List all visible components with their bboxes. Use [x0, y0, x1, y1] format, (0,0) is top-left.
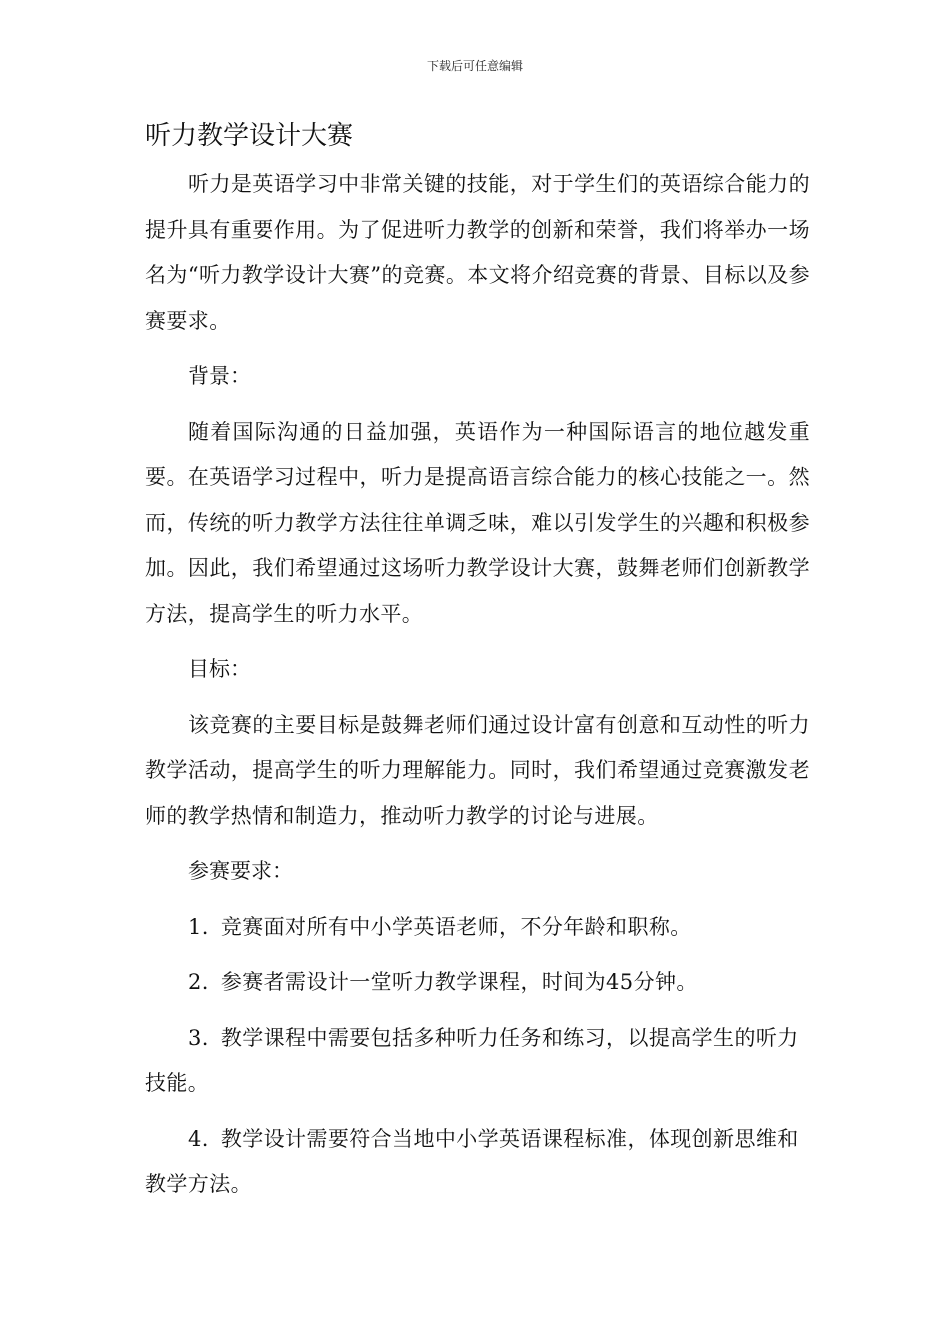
requirement-number: 4. — [188, 1126, 209, 1151]
goal-heading: 目标： — [188, 657, 251, 681]
document-body — [145, 116, 810, 1218]
intro-paragraph: 听力是英语学习中非常关键的技能，对于学生们的英语综合能力的提升具有重要作用。为了促进听力教学的创新和荣誉，我们将举办一场名为“听力教学设计大赛”的竞赛。本文将介绍竞赛的背景、目标以及参赛要求。 — [145, 172, 810, 333]
requirement-number: 2. — [188, 970, 209, 994]
requirement-item-4 — [145, 1117, 810, 1208]
requirement-text: 教学设计需要符合当地中小学英语课程标准，体现创新思维和教学方法。 — [145, 1126, 799, 1196]
requirement-text: 参赛者需设计一堂听力教学课程，时间为45分钟。 — [220, 970, 698, 994]
requirement-number: 3. — [188, 1025, 209, 1050]
goal-paragraph: 该竞赛的主要目标是鼓舞老师们通过设计富有创意和互动性的听力教学活动，提高学生的听力理解能力。同时，我们希望通过竞赛激发老师的教学热情和制造力，推动听力教学的讨论与进展。 — [145, 712, 810, 828]
page-title: 听力教学设计大赛 — [145, 121, 354, 151]
background-paragraph: 随着国际沟通的日益加强，英语作为一种国际语言的地位越发重要。在英语学习过程中，听力是提高语言综合能力的核心技能之一。然而，传统的听力教学方法往往单调乏味，难以引发学生的兴趣和积极参加。因此，我们希望通过这场听力教学设计大赛，鼓舞老师们创新教学方法，提高学生的听力水平。 — [145, 419, 810, 626]
requirements-heading: 参赛要求： — [188, 859, 293, 883]
requirement-item-3 — [145, 1016, 810, 1107]
requirement-item-1 — [145, 905, 810, 951]
background-heading: 背景： — [188, 364, 251, 388]
requirement-item-2 — [145, 960, 810, 1006]
header-note: 下载后可任意编辑 — [426, 59, 523, 73]
requirement-text: 教学课程中需要包括多种听力任务和练习，以提高学生的听力技能。 — [145, 1025, 799, 1095]
requirement-text: 竞赛面对所有中小学英语老师，不分年龄和职称。 — [220, 914, 692, 939]
requirement-number: 1. — [188, 914, 209, 939]
